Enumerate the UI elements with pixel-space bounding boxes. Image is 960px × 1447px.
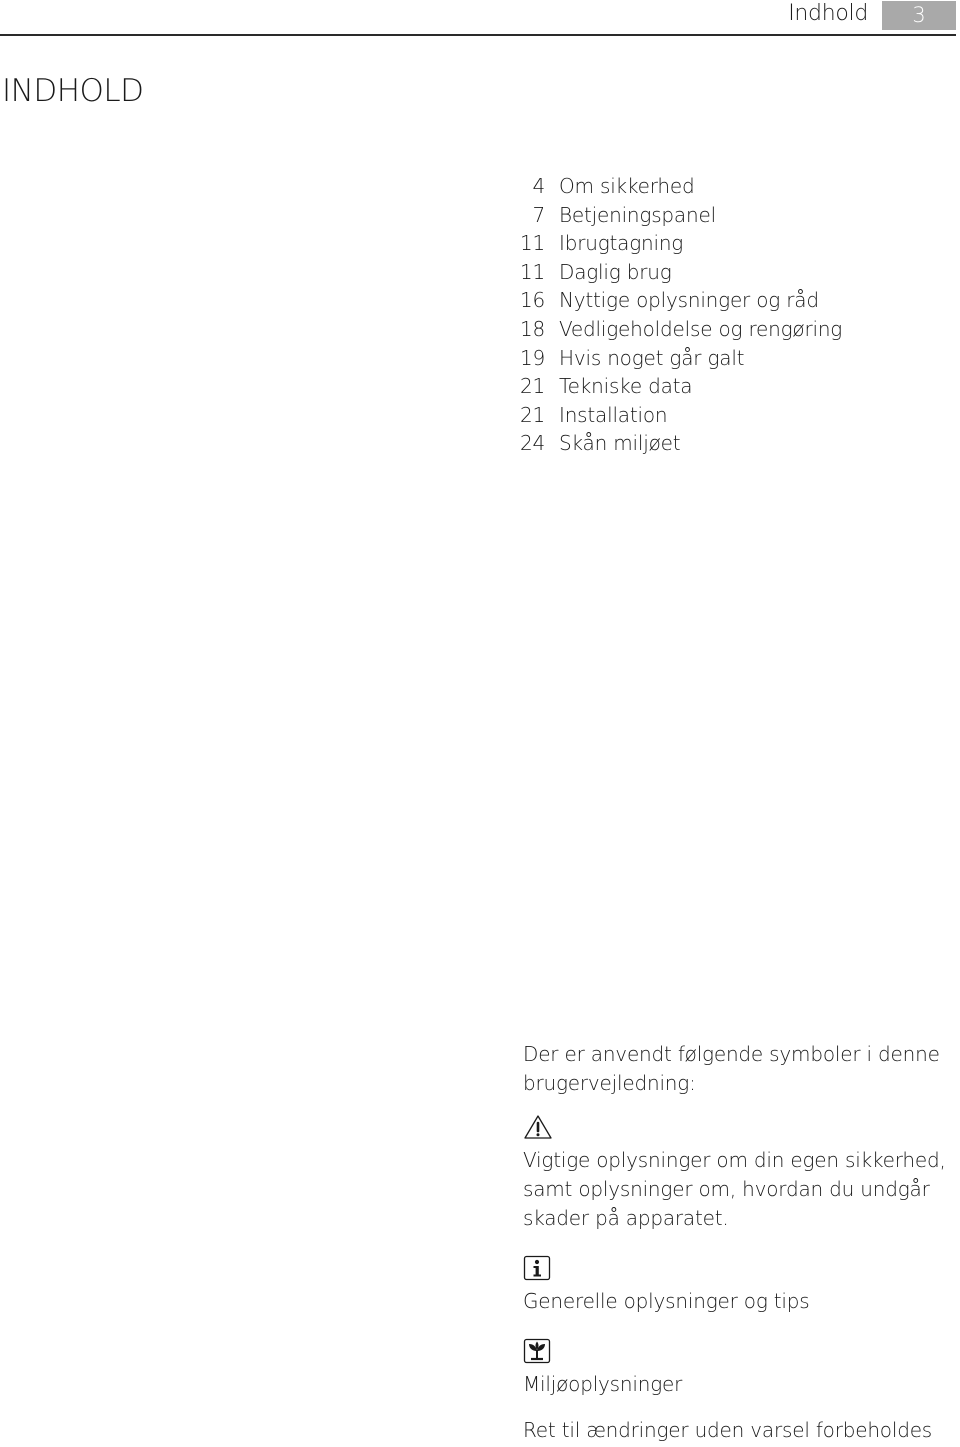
toc-page-number: 7 bbox=[532, 202, 545, 227]
toc-page-number: 21 bbox=[519, 402, 545, 427]
page-number-badge: 3 bbox=[882, 1, 956, 30]
environment-description: Miljøoplysninger bbox=[523, 1372, 683, 1396]
toc-page-number: 11 bbox=[519, 231, 545, 256]
table-of-contents bbox=[508, 172, 928, 458]
toc-label: Tekniske data bbox=[559, 374, 693, 399]
toc-page-number: 18 bbox=[519, 316, 545, 341]
warning-description: Vigtige oplysninger om din egen sikkerhed, samt oplysninger om, hvordan du undgår skader på apparatet. bbox=[523, 1148, 946, 1230]
toc-page-number: 11 bbox=[519, 259, 545, 284]
toc-item[interactable] bbox=[508, 172, 928, 201]
toc-item[interactable] bbox=[508, 315, 928, 344]
toc-label: Om sikkerhed bbox=[559, 174, 695, 198]
toc-page-number: 24 bbox=[519, 431, 545, 456]
warning-icon bbox=[523, 1114, 553, 1140]
header-section-title: Indhold bbox=[788, 1, 868, 26]
page-title: INDHOLD bbox=[2, 73, 144, 109]
toc-item[interactable] bbox=[508, 401, 928, 430]
toc-item[interactable] bbox=[508, 229, 928, 258]
toc-label: Daglig brug bbox=[559, 259, 672, 284]
header-divider bbox=[0, 34, 956, 36]
symbols-legend bbox=[523, 1040, 953, 1399]
toc-label: Skån miljøet bbox=[559, 431, 681, 456]
toc-item[interactable] bbox=[508, 201, 928, 230]
disclaimer-note: Ret til ændringer uden varsel forbeholdes bbox=[523, 1418, 933, 1442]
toc-page-number: 19 bbox=[519, 345, 545, 370]
toc-page-number: 4 bbox=[532, 174, 545, 198]
toc-label: Vedligeholdelse og rengøring bbox=[559, 316, 843, 341]
toc-item[interactable] bbox=[508, 429, 928, 458]
toc-page-number: 16 bbox=[519, 288, 545, 313]
environment-icon bbox=[523, 1338, 553, 1364]
toc-label: Ibrugtagning bbox=[559, 231, 684, 256]
toc-label: Nyttige oplysninger og råd bbox=[559, 288, 819, 313]
toc-item[interactable] bbox=[508, 258, 928, 287]
info-icon bbox=[523, 1255, 553, 1281]
toc-label: Betjeningspanel bbox=[559, 202, 716, 227]
symbols-intro: Der er anvendt følgende symboler i denne brugervejledning: bbox=[523, 1042, 940, 1095]
toc-label: Installation bbox=[559, 402, 668, 427]
toc-item[interactable] bbox=[508, 344, 928, 373]
toc-label: Hvis noget går galt bbox=[559, 345, 745, 370]
info-description: Generelle oplysninger og tips bbox=[523, 1289, 810, 1313]
toc-item[interactable] bbox=[508, 286, 928, 315]
toc-item[interactable] bbox=[508, 372, 928, 401]
toc-page-number: 21 bbox=[519, 374, 545, 399]
